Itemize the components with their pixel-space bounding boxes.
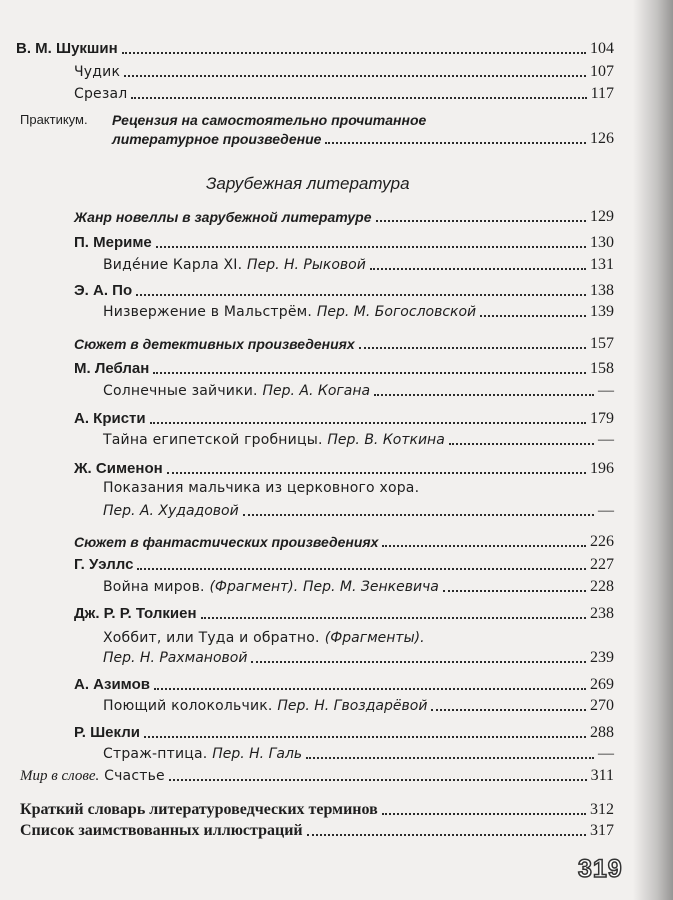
page-ref: 158 xyxy=(590,360,614,377)
dot-leader xyxy=(131,97,586,99)
page-ref: 196 xyxy=(590,460,614,477)
dot-leader xyxy=(306,757,594,759)
page-number: 319 xyxy=(578,855,623,883)
translator: Пер. А. Худадовой xyxy=(103,503,239,519)
dot-leader xyxy=(124,75,586,77)
page-ref: 227 xyxy=(590,556,614,573)
page-ref: — xyxy=(598,502,614,519)
fragment-note: (Фрагменты). xyxy=(324,630,425,646)
page-ref: 312 xyxy=(590,801,614,818)
dot-leader xyxy=(374,394,594,396)
toc-entry-slovar[interactable] xyxy=(20,797,614,819)
page-ref: 288 xyxy=(590,724,614,741)
page-ref: — xyxy=(598,382,614,399)
author-name: Э. А. По xyxy=(74,282,133,299)
dot-leader xyxy=(307,834,586,836)
dot-leader xyxy=(449,443,594,445)
author-name: Г. Уэллс xyxy=(74,556,134,573)
toc-entry-chudik[interactable] xyxy=(74,59,614,81)
translator: Пер. Н. Рыковой xyxy=(247,257,366,273)
toc-entry-kolokolchik[interactable] xyxy=(103,693,614,715)
dot-leader xyxy=(325,142,586,144)
toc-entry-spisok[interactable] xyxy=(20,818,614,840)
dot-leader xyxy=(167,472,586,474)
topic-title: Жанр новеллы в зарубежной литературе xyxy=(74,209,372,225)
page-ref: 179 xyxy=(590,410,614,427)
author-name: А. Кристи xyxy=(74,410,146,427)
toc-entry-praktikum[interactable] xyxy=(112,126,614,148)
toc-entry-mir[interactable] xyxy=(20,763,614,785)
toc-entry-kristi[interactable] xyxy=(74,406,614,428)
work-title-hobbit-line xyxy=(103,627,425,646)
toc-entry-simenon[interactable] xyxy=(74,456,614,478)
work-title: Срезал xyxy=(74,86,128,102)
dot-leader xyxy=(136,294,586,296)
page-ref: — xyxy=(598,745,614,762)
toc-entry-sheckley[interactable] xyxy=(74,720,614,742)
page-ref: 104 xyxy=(590,40,614,57)
dot-leader xyxy=(122,52,586,54)
work-title: Солнечные зайчики. xyxy=(103,383,258,399)
page-ref: 126 xyxy=(590,130,614,147)
dot-leader xyxy=(243,514,594,516)
toc-entry-voina[interactable] xyxy=(103,574,614,596)
dot-leader xyxy=(431,709,586,711)
topic-title: Сюжет в фантастических произведениях xyxy=(74,534,379,550)
page-edge-shadow xyxy=(633,0,673,900)
page-ref: 139 xyxy=(590,303,614,320)
toc-entry-merime[interactable] xyxy=(74,230,614,252)
translator: Пер. Н. Галь xyxy=(212,746,303,762)
page-ref: 311 xyxy=(590,767,614,784)
dot-leader xyxy=(359,347,586,349)
author-name: Ж. Сименон xyxy=(74,460,163,477)
dot-leader xyxy=(370,268,586,270)
praktikum-label: Практикум. xyxy=(20,112,88,127)
page-ref: 107 xyxy=(590,63,614,80)
work-title: Счастье xyxy=(104,768,165,784)
toc-entry-hobbit[interactable] xyxy=(103,645,614,667)
toc-entry-novella[interactable] xyxy=(74,204,614,226)
page-ref: 157 xyxy=(590,335,614,352)
toc-entry-leblan[interactable] xyxy=(74,356,614,378)
translator: Пер. Н. Рахмановой xyxy=(103,650,248,666)
dot-leader xyxy=(201,617,586,619)
page-ref: 239 xyxy=(590,649,614,666)
dot-leader xyxy=(443,590,586,592)
fragment-note: (Фрагмент). xyxy=(209,579,299,595)
toc-entry-azimov[interactable] xyxy=(74,672,614,694)
page-ref: 269 xyxy=(590,676,614,693)
toc-entry-grobnica[interactable] xyxy=(103,427,614,449)
section-heading-foreign-literature: Зарубежная литература xyxy=(206,174,410,193)
page-ref: — xyxy=(598,431,614,448)
praktikum-title-line1: Рецензия на самостоятельно прочитанное xyxy=(112,112,427,128)
dot-leader xyxy=(480,315,586,317)
dot-leader xyxy=(154,688,586,690)
translator: Пер. Н. Гвоздарёвой xyxy=(277,698,428,714)
dot-leader xyxy=(144,736,586,738)
work-title: Поющий колокольчик. xyxy=(103,698,273,714)
translator: Пер. М. Зенкевича xyxy=(302,579,439,595)
dot-leader xyxy=(382,545,586,547)
page-ref: 238 xyxy=(590,605,614,622)
dot-leader xyxy=(376,220,587,222)
dot-leader xyxy=(169,779,587,781)
page-ref: 226 xyxy=(590,533,614,550)
topic-title: Сюжет в детективных произведениях xyxy=(74,336,355,352)
appendix-title: Список заимствованных иллюстраций xyxy=(20,822,303,839)
translator: Пер. М. Богословской xyxy=(316,304,477,320)
toc-entry-tolkien[interactable] xyxy=(74,601,614,623)
page-ref: 317 xyxy=(590,822,614,839)
dot-leader xyxy=(156,246,586,248)
work-title: Война миров. xyxy=(103,579,205,595)
toc-entry-detective[interactable] xyxy=(74,331,614,353)
toc-entry-malstrem[interactable] xyxy=(103,299,614,321)
author-name: А. Азимов xyxy=(74,676,150,693)
work-title: Чудик xyxy=(74,64,121,80)
author-name: В. М. Шукшин xyxy=(16,40,118,57)
page-ref: 117 xyxy=(590,85,614,102)
work-title: Низвержение в Мальстрём. xyxy=(103,304,313,320)
work-title: Хоббит, или Туда и обратно. xyxy=(103,630,320,646)
dot-leader xyxy=(382,813,586,815)
work-title: Тайна египетской гробницы. xyxy=(103,432,323,448)
toc-entry-vidgenie[interactable] xyxy=(103,252,614,274)
rubric-label: Мир в слове. xyxy=(20,768,100,784)
toc-entry-pokazaniya[interactable] xyxy=(103,498,614,520)
page-ref: 228 xyxy=(590,578,614,595)
page-ref: 138 xyxy=(590,282,614,299)
author-name: Дж. Р. Р. Толкиен xyxy=(74,605,197,622)
author-name: П. Мериме xyxy=(74,234,152,251)
toc-entry-wells[interactable] xyxy=(74,552,614,574)
dot-leader xyxy=(251,661,586,663)
author-name: М. Леблан xyxy=(74,360,150,377)
toc-entry-shukshin[interactable] xyxy=(16,36,614,58)
page-ref: 129 xyxy=(590,208,614,225)
dot-leader xyxy=(137,568,586,570)
page-ref: 131 xyxy=(590,256,614,273)
appendix-title: Краткий словарь литературоведческих терминов xyxy=(20,801,378,818)
toc-entry-srezal[interactable] xyxy=(74,81,614,103)
page-ref: 270 xyxy=(590,697,614,714)
toc-entry-zaichiki[interactable] xyxy=(103,378,614,400)
toc-entry-fantastic[interactable] xyxy=(74,529,614,551)
toc-entry-ptica[interactable] xyxy=(103,741,614,763)
dot-leader xyxy=(150,422,586,424)
praktikum-title-line2: литературное произведение xyxy=(112,131,322,147)
translator: Пер. А. Когана xyxy=(262,383,371,399)
author-name: Р. Шекли xyxy=(74,724,140,741)
work-title: Виде́ние Карла XI. xyxy=(103,257,243,273)
translator: Пер. В. Коткина xyxy=(327,432,445,448)
toc-entry-po[interactable] xyxy=(74,278,614,300)
dot-leader xyxy=(153,372,586,374)
work-title-pokazaniya: Показания мальчика из церковного хора. xyxy=(103,480,420,496)
page-ref: 130 xyxy=(590,234,614,251)
work-title: Страж-птица. xyxy=(103,746,208,762)
